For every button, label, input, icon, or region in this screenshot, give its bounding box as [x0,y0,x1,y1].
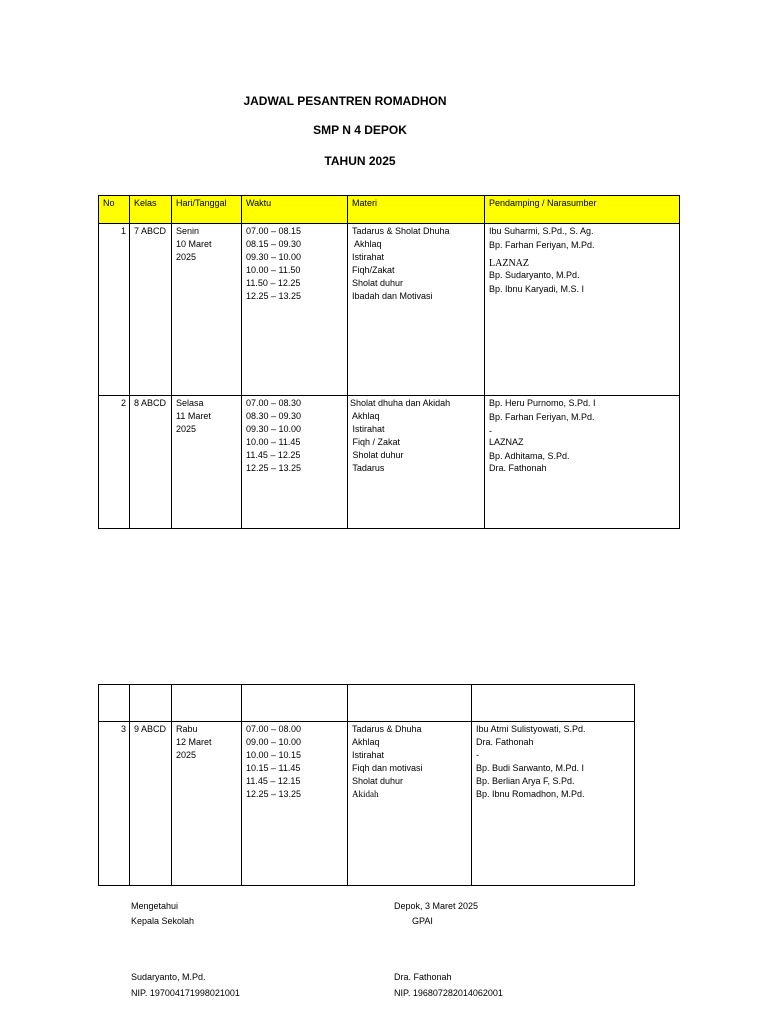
row-pendamping [485,224,680,396]
schedule-table-page-2 [98,684,635,886]
tanggal: 12 Maret [176,737,212,747]
row-no: 3 [99,722,130,886]
row-pendamping [485,396,680,529]
hari: Senin [176,226,200,236]
waktu-item: 12.25 – 13.25 [246,789,302,799]
row-materi [348,396,485,529]
materi-item: Sholat duhur [350,450,404,460]
waktu-item: 08.15 – 09.30 [246,239,302,249]
table-row [99,396,680,529]
waktu-item: 11.45 – 12.15 [246,776,301,786]
materi-item: Tadarus & Dhuha [352,724,422,734]
row-materi [348,722,472,886]
waktu-item: 12.25 – 13.25 [246,463,302,473]
header-pendamping: Pendamping / Narasumber [485,196,680,224]
pendamping-item: Bp. Farhan Feriyan, M.Pd. [489,412,595,422]
materi-item: Istirahat [352,750,385,760]
pendamping-item: Bp. Ibnu Karyadi, M.S. I [489,284,585,294]
waktu-item: 07.00 – 08.00 [246,724,302,734]
tahun: 2025 [176,252,197,262]
tanggal: 10 Maret [176,239,212,249]
waktu-item: 12.25 – 13.25 [246,291,302,301]
table-header-row [99,196,680,224]
waktu-item: 07.00 – 08.30 [246,398,302,408]
materi-item: Fiqh dan motivasi [352,763,423,773]
waktu-item: 11.45 – 12.25 [246,450,301,460]
table-row [99,722,635,886]
row-no: 2 [99,396,130,529]
table-blank-row [99,685,635,722]
row-kelas: 9 ABCD [130,722,172,886]
pendamping-item: Bp. Berlian Arya F, S.Pd. [476,776,575,786]
sign-right-line2: GPAI [412,916,433,926]
sign-left-nip: NIP. 197004171998021001 [131,988,240,998]
materi-item: Sholat dhuha dan Akidah [350,398,451,408]
pendamping-item: Bp. Budi Sarwanto, M.Pd. I [476,763,585,773]
materi-item: Tadarus & Sholat Dhuha [352,226,450,236]
row-hari-tanggal [172,224,242,396]
pendamping-item: Bp. Ibnu Romadhon, M.Pd. [476,789,585,799]
header-no: No [99,196,130,224]
row-waktu [242,722,348,886]
waktu-item: 09.30 – 10.00 [246,424,302,434]
header-materi: Materi [348,196,485,224]
header-kelas: Kelas [130,196,172,224]
header-hari-tanggal: Hari/Tanggal [172,196,242,224]
pendamping-item: Ibu Atmi Sulistyowati, S.Pd. [476,724,586,734]
materi-item: Ibadah dan Motivasi [352,291,433,301]
waktu-item: 10.00 – 11.50 [246,265,301,275]
materi-item: Tadarus [350,463,385,473]
pendamping-item: Bp. Sudaryanto, M.Pd. [489,270,580,280]
sign-left-line2: Kepala Sekolah [131,916,195,926]
materi-item: Sholat duhur [352,776,404,786]
row-hari-tanggal [172,396,242,529]
header-waktu: Waktu [242,196,348,224]
row-pendamping [472,722,635,886]
school-name: SMP N 4 DEPOK [313,123,407,137]
table-row [99,224,680,396]
waktu-item: 11.50 – 12.25 [246,278,301,288]
pendamping-item: LAZNAZ [489,258,529,269]
waktu-item: 10.00 – 10.15 [246,750,302,760]
sign-right-nip: NIP. 196807282014062001 [394,988,503,998]
waktu-item: 07.00 – 08.15 [246,226,302,236]
sign-left-name: Sudaryanto, M.Pd. [131,972,206,982]
waktu-item: 08.30 – 09.30 [246,411,302,421]
hari: Rabu [176,724,198,734]
pendamping-item: Bp. Heru Purnomo, S.Pd. I [489,398,596,408]
sign-right-line1: Depok, 3 Maret 2025 [394,901,479,911]
pendamping-item: - [489,426,492,436]
tanggal: 11 Maret [176,411,211,421]
materi-item: Akhlaq [352,737,380,747]
materi-item: Akhlaq [350,411,380,421]
materi-item: Sholat duhur [352,278,404,288]
waktu-item: 10.00 – 11.45 [246,437,301,447]
sign-left-line1: Mengetahui [131,901,179,911]
tahun: 2025 [176,424,197,434]
row-waktu [242,396,348,529]
materi-item: Fiqh / Zakat [350,437,401,447]
row-kelas: 8 ABCD [130,396,172,529]
row-hari-tanggal [172,722,242,886]
document-title: JADWAL PESANTREN ROMADHON [243,94,447,108]
waktu-item: 09.30 – 10.00 [246,252,302,262]
row-waktu [242,224,348,396]
sign-right-name: Dra. Fathonah [394,972,452,982]
row-kelas: 7 ABCD [130,224,172,396]
hari: Selasa [176,398,204,408]
pendamping-item: Bp. Farhan Feriyan, M.Pd. [489,240,595,250]
waktu-item: 10.15 – 11.45 [246,763,301,773]
waktu-item: 09.00 – 10.00 [246,737,302,747]
row-no: 1 [99,224,130,396]
pendamping-item: Dra. Fathonah [476,737,534,747]
row-materi [348,224,485,396]
pendamping-item: LAZNAZ [489,437,524,447]
pendamping-item: - [476,750,479,760]
materi-item: Fiqh/Zakat [352,265,395,275]
pendamping-item: Dra. Fathonah [489,463,547,473]
materi-item: Akhlaq [352,239,382,249]
tahun: 2025 [176,750,197,760]
document-year: TAHUN 2025 [324,154,396,168]
schedule-table-page-1 [98,195,680,529]
materi-item: Akidah [352,789,379,799]
pendamping-item: Ibu Suharmi, S.Pd., S. Ag. [489,226,594,236]
materi-item: Istirahat [350,424,385,434]
pendamping-item: Bp. Adhitama, S.Pd. [489,451,570,461]
materi-item: Istirahat [352,252,385,262]
